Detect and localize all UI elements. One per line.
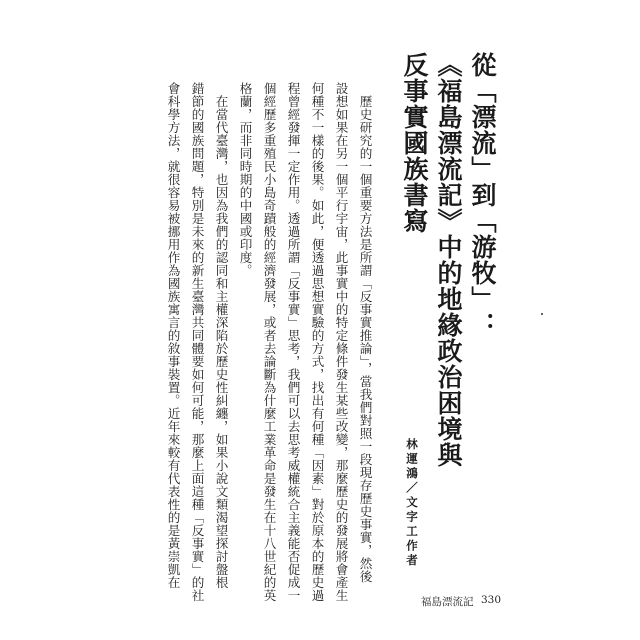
body-column-4: 程曾經發揮一定作用。透過所謂「反事實」思考，我們可以去思考威權統合主義能否促成一 [285,82,301,602]
body-column-9: 會科學方法，就很容易被挪用作為國族寓言的敘事裝置。近年來較有代表性的是黃崇凱在 [165,82,181,589]
body-column-6: 格蘭，而非同時期的中國或印度。 [237,82,253,277]
ink-speck [541,313,543,315]
body-column-7: 在當代臺灣，也因為我們的認同和主權深陷於歷史性糾纏，如果小說文類渴望探討盤根 [213,82,229,589]
body-column-3: 何種不一樣的後果。如此，便透過思想實驗的方式，找出有何種「因素」對於原本的歷史過 [309,82,325,602]
title-line-3: 反事實國族書寫 [400,52,429,234]
body-column-5: 個經歷多重殖民小島奇蹟般的經濟發展，或者去論斷為什麼工業革命是發生在十八世紀的英 [261,82,277,602]
title-line-1: 從「漂流」到「游牧」： [468,52,497,338]
body-column-8: 錯節的國族問題，特別是未來的新生臺灣共同體要如何可能，那麼上面這種「反事實」的社 [189,82,205,602]
author-byline: 林運鴻／文字工作者 [405,438,419,569]
footer-book-title: 福島漂流記 [421,596,474,608]
body-column-2: 設想如果在另一個平行宇宙，此事實中的特定條件發生某些改變，那麼歷史的發展將會產生 [333,82,349,602]
title-line-2: 《福島漂流記》中的地緣政治困境與 [434,52,463,468]
body-column-1: 歷史研究的一個重要方法是所謂「反事實推論」，當我們對照一段現存歷史事實，然後 [357,82,373,583]
footer-page-number: 330 [481,594,502,606]
